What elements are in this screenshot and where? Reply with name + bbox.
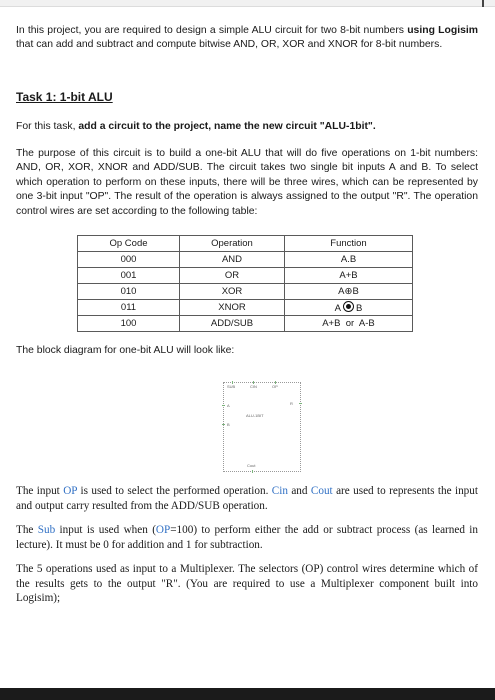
sub-text: input is used when ( [55, 524, 156, 536]
sub-paragraph [16, 523, 478, 552]
cell-function: A⊕B [285, 284, 413, 300]
xnor-operand-a: A [334, 303, 341, 314]
cout-label: Cout [247, 463, 256, 468]
block-caption: The block diagram for one-bit ALU will look like: [16, 345, 235, 356]
a-label: A [227, 403, 230, 408]
table-header-row [78, 236, 413, 252]
header-function: Function [285, 236, 413, 252]
sub-label: SUB [227, 384, 236, 389]
a-pin [222, 405, 225, 406]
header-operation: Operation [180, 236, 285, 252]
cell-function: A+B [285, 268, 413, 284]
op-text: is used to select the performed operation. [77, 485, 272, 497]
mux-paragraph: The 5 operations used as input to a Multiplexer. The selectors (OP) control wires determine which of the results gets to the output "R". (You are required to use a Multiplexer component built into Logisim); [16, 563, 478, 605]
sub-term: Sub [37, 524, 56, 536]
corner-mark [482, 0, 484, 7]
op-text: The input [16, 485, 64, 497]
table-row [78, 268, 413, 284]
table-row [78, 316, 413, 332]
cell-opcode: 100 [78, 316, 180, 332]
cell-opcode: 000 [78, 252, 180, 268]
b-pin [222, 424, 225, 425]
header-opcode: Op Code [78, 236, 180, 252]
task-line-bold: add a circuit to the project, name the new circuit "ALU-1bit". [78, 121, 376, 132]
alu-block-diagram [223, 382, 301, 472]
cell-operation: AND [180, 252, 285, 268]
task-heading: Task 1: 1-bit ALU [16, 90, 113, 104]
op-paragraph [16, 484, 478, 513]
cin-label: CIN [250, 384, 257, 389]
op-text: and [287, 485, 311, 497]
cell-opcode: 011 [78, 300, 180, 316]
op-label: OP [272, 384, 278, 389]
cell-operation: OR [180, 268, 285, 284]
intro-logisim: Logisim [438, 25, 478, 36]
cell-function [285, 300, 413, 316]
cell-function: A+B or A-B [285, 316, 413, 332]
alu-name-label: ALU-1BIT [246, 413, 264, 418]
cell-function: A.B [285, 252, 413, 268]
intro-using: using [407, 25, 435, 36]
r-pin [299, 403, 302, 404]
cout-pin [252, 470, 253, 473]
op-term: OP [63, 485, 78, 497]
sub-text: =100) to perform either the add or subtract process (as learned in lecture). It must be 0 for addition and 1 for subtraction. [16, 524, 478, 551]
top-divider [0, 6, 495, 7]
opcode-table [77, 235, 413, 332]
b-label: B [227, 422, 230, 427]
cell-operation: ADD/SUB [180, 316, 285, 332]
r-label: R [290, 401, 293, 406]
task-line-text: For this task, [16, 121, 79, 132]
cell-opcode: 001 [78, 268, 180, 284]
cell-operation: XOR [180, 284, 285, 300]
table-row [78, 252, 413, 268]
op-term: OP [155, 524, 171, 536]
intro-text-end: that can add and subtract and compute bitwise AND, OR, XOR and XNOR for 8-bit numbers. [16, 39, 443, 51]
xnor-operand-b: B [356, 303, 363, 314]
bottom-bar [0, 688, 495, 700]
op-text: are used to represents the input and output carry resulted from the ADD/SUB operation. [16, 485, 478, 512]
table-row [78, 284, 413, 300]
task-line [16, 120, 478, 134]
sub-text: The [16, 524, 38, 536]
intro-paragraph [16, 24, 478, 53]
cell-operation: XNOR [180, 300, 285, 316]
cell-opcode: 010 [78, 284, 180, 300]
cin-term: Cin [271, 485, 288, 497]
xnor-symbol-icon [343, 301, 354, 312]
purpose-paragraph: The purpose of this circuit is to build a one-bit ALU that will do five operations on 1-bit numbers: AND, OR, XOR, XNOR and ADD/SUB. The circuit takes two single bit inputs A and B. To select which operation to perform on these inputs, there will be three wires, which can be represented by one 3-bit input "OP". The result of the operation is always assigned to the output "R". The operation control wires are set according to the following table: [16, 148, 478, 217]
table-row [78, 300, 413, 316]
cout-term: Cout [310, 485, 333, 497]
intro-text: In this project, you are required to design a simple ALU circuit for two 8-bit numbers [16, 25, 408, 36]
